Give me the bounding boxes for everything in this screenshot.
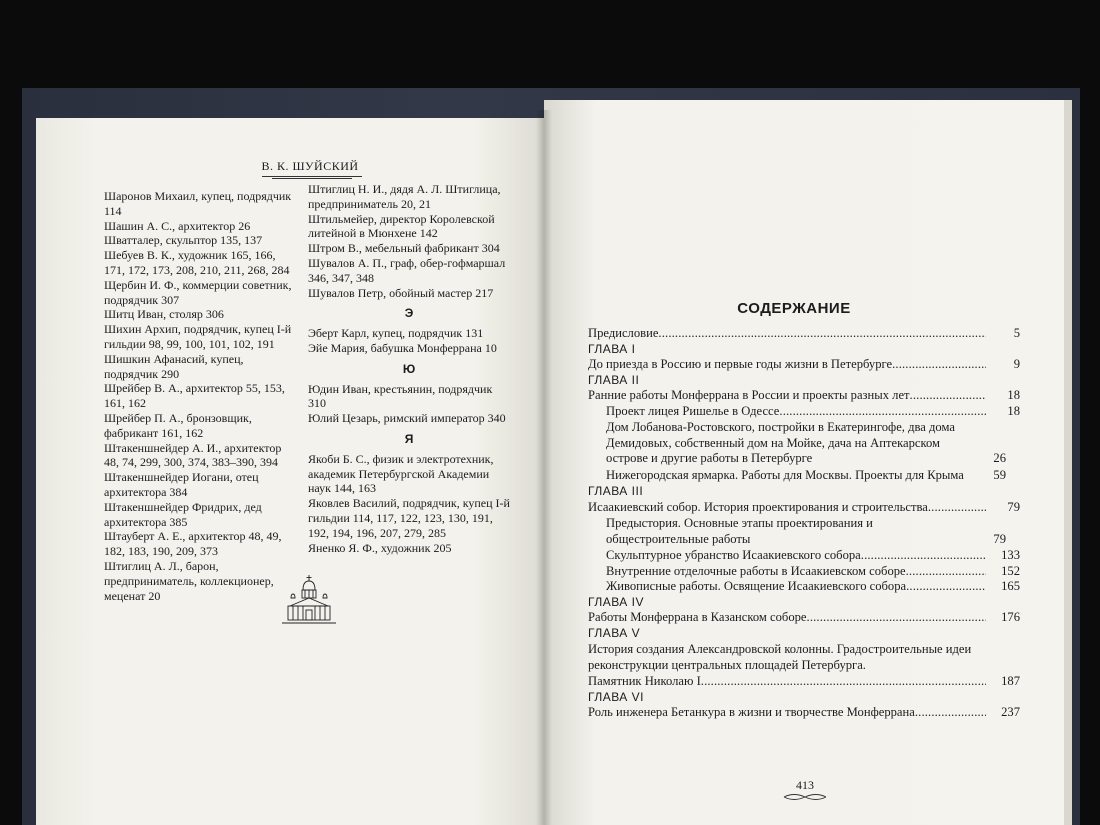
- toc-entry[interactable]: [588, 610, 1020, 626]
- index-entry: Юдин Иван, крестьянин, подрядчик 310: [308, 381, 493, 411]
- toc-entry-title: Предыстория. Основные этапы проектирования и общестроительные работы: [606, 516, 873, 546]
- toc-page-number: 79: [993, 531, 1006, 546]
- toc-leader: [701, 674, 986, 690]
- index-column-b: [308, 182, 510, 555]
- index-letter-heading: Я: [404, 431, 414, 446]
- index-entry: Юлий Цезарь, римский император 340: [308, 411, 506, 426]
- toc-page-number: 133: [1001, 548, 1020, 562]
- toc-entry-title: Роль инженера Бетанкура в жизни и творчестве Монферрана: [588, 705, 915, 719]
- toc-leader: [807, 610, 986, 626]
- toc-page-number: 79: [1007, 499, 1020, 514]
- toc-entry-title: Работы Монферрана в Казанском соборе: [588, 610, 807, 624]
- ornament-icon: [770, 792, 840, 802]
- index-entry: Шувалов А. П., граф, обер-гофмаршал 346, 347, 348: [308, 255, 506, 285]
- toc-leader: [910, 388, 986, 404]
- toc-page-number: 187: [1001, 674, 1020, 688]
- toc-leader: [658, 326, 986, 342]
- toc-page-number: 5: [1013, 326, 1020, 340]
- toc-leader: [915, 705, 986, 721]
- toc-page-number: 18: [1007, 403, 1020, 418]
- index-entry: Штакеншнейдер Фридрих, дед архитектора 385: [104, 499, 262, 529]
- index-entry: Шебуев В. К., художник 165, 166, 171, 172, 173, 208, 210, 211, 268, 284: [104, 248, 290, 277]
- index-entry: Шаронов Михаил, купец, подрядчик 114: [104, 189, 292, 218]
- toc-entry[interactable]: [588, 500, 1020, 516]
- toc-chapter-heading: ГЛАВА IV: [588, 594, 644, 609]
- toc-entry-title[interactable]: История создания Александровской колонны. Градостроительные идеи реконструкции центральных площадей Петербурга.: [588, 642, 972, 672]
- toc-entry-title: Ранние работы Монферрана в России и проекты разных лет: [588, 388, 910, 402]
- index-entry: Эйе Мария, бабушка Монферрана 10: [308, 340, 497, 355]
- cathedral-icon: [280, 574, 338, 626]
- index-entry: Штильмейер, директор Королевской литейной в Мюнхене 142: [308, 211, 495, 241]
- toc-leader: [861, 548, 986, 564]
- toc-entry-title: Памятник Николаю I: [588, 674, 701, 688]
- toc-entry[interactable]: [588, 674, 1020, 690]
- index-entry: Эберт Карл, купец, подрядчик 131: [308, 326, 484, 341]
- toc-page-number: 26: [993, 451, 1006, 465]
- toc-leader: [928, 500, 986, 516]
- toc-page-number: 9: [1013, 357, 1020, 371]
- index-entry: Яковлев Василий, подрядчик, купец I-й гильдии 114, 117, 122, 123, 130, 191, 192, 194, 196, 207, 279, 285: [308, 496, 510, 540]
- toc-page-number: 152: [1001, 563, 1020, 578]
- toc-chapter-heading: ГЛАВА III: [588, 484, 644, 498]
- toc-leader: [906, 579, 986, 595]
- page-number: 413: [796, 778, 814, 792]
- toc-entry-title: Исаакиевский собор. История проектирования и строительства: [588, 499, 928, 514]
- toc-entry-title: Внутренние отделочные работы в Исаакиевском соборе: [606, 563, 906, 578]
- running-head: В. К. ШУЙСКИЙ: [261, 159, 359, 173]
- contents-title: СОДЕРЖАНИЕ: [737, 300, 851, 317]
- toc-chapter-heading: ГЛАВА VI: [588, 689, 644, 704]
- toc-chapter-heading: ГЛАВА I: [588, 341, 636, 356]
- index-entry: Яненко Я. Ф., художник 205: [308, 540, 452, 555]
- toc-leader: [892, 357, 986, 373]
- index-entry: Щербин И. Ф., коммерции советник, подрядчик 307: [104, 277, 292, 307]
- toc-leader: [779, 404, 986, 420]
- toc-page-number: 18: [1007, 388, 1020, 402]
- toc-subentry[interactable]: [588, 404, 1020, 420]
- index-entry: Шувалов Петр, обойный мастер 217: [308, 285, 494, 300]
- toc-entry-title: Нижегородская ярмарка. Работы для Москвы. Проекты для Крыма: [606, 467, 964, 482]
- toc-entry-title: Предисловие: [588, 326, 659, 340]
- toc-entry[interactable]: [588, 388, 1020, 404]
- toc-subentry[interactable]: [588, 579, 1020, 595]
- toc-subentry[interactable]: [588, 468, 1020, 484]
- index-entry: Штауберт А. Е., архитектор 48, 49, 182, 183, 190, 209, 373: [104, 529, 282, 559]
- table-of-contents: [588, 326, 1020, 721]
- toc-leader: [906, 564, 986, 580]
- toc-page-number: 237: [1001, 705, 1020, 719]
- index-column-a: [104, 189, 296, 603]
- toc-subentry[interactable]: [588, 516, 1020, 547]
- toc-subentry[interactable]: [588, 548, 1020, 564]
- toc-entry[interactable]: [588, 705, 1020, 721]
- toc-entry[interactable]: [588, 357, 1020, 373]
- toc-page-number: 176: [1001, 610, 1020, 624]
- index-entry: Шитц Иван, столяр 306: [104, 307, 224, 322]
- index-entry: Шашин А. С., архитектор 26: [104, 218, 251, 233]
- toc-chapter-heading: ГЛАВА V: [588, 625, 641, 640]
- running-head-rule: [262, 176, 362, 177]
- toc-entry-title: Живописные работы. Освящение Исаакиевского собора: [606, 579, 907, 593]
- book-gutter: [536, 110, 552, 825]
- toc-page-number: 165: [1001, 579, 1020, 593]
- toc-entry[interactable]: [588, 326, 1020, 342]
- index-entry: Штиглиц А. Л., барон, предприниматель, коллекционер, меценат 20: [104, 558, 274, 603]
- index-entry: Шваттaлер, скульптор 135, 137: [104, 233, 263, 248]
- index-entry: Штакеншнейдер Иогани, отец архитектора 384: [104, 470, 259, 499]
- index-letter-heading: Э: [404, 306, 414, 321]
- toc-chapter-heading: ГЛАВА II: [588, 372, 640, 387]
- toc-entry-title: Дом Лобанова-Ростовского, постройки в Екатерингофе, два дома Демидовых, собственный дом на Мойке, дача на Аптекарском острове и другие работы в Петербурге: [606, 420, 955, 465]
- index-entry: Штром В., мебельный фабрикант 304: [308, 241, 500, 256]
- index-letter-heading: Ю: [402, 361, 416, 376]
- index-entry: Шихин Архип, подрядчик, купец I-й гильдии 98, 99, 100, 101, 102, 191: [104, 322, 292, 351]
- index-entry: Шрейбер В. А., архитектор 55, 153, 161, 162: [104, 381, 285, 411]
- index-entry: Штакеншнейдер А. И., архитектор 48, 74, 299, 300, 374, 383–390, 394: [104, 440, 282, 470]
- toc-page-number: 59: [993, 467, 1006, 482]
- toc-subentry[interactable]: [588, 564, 1020, 580]
- toc-entry-title: До приезда в Россию и первые годы жизни в Петербурге: [588, 357, 893, 371]
- toc-entry-title: Проект лицея Ришелье в Одессе: [606, 403, 780, 418]
- toc-subentry[interactable]: [588, 420, 1020, 467]
- index-entry: Якоби Б. С., физик и электротехник, академик Петербургской Академии наук 144, 163: [308, 451, 494, 496]
- index-entry: Шрейбер П. А., бронзовщик, фабрикант 161, 162: [104, 410, 252, 440]
- toc-entry-title: Скульптурное убранство Исаакиевского собора: [606, 548, 861, 562]
- index-entry: Шишкин Афанасий, купец, подрядчик 290: [104, 351, 244, 381]
- page-edges: [1064, 100, 1072, 825]
- index-entry: Штиглиц Н. И., дядя А. Л. Штиглица, предприниматель 20, 21: [308, 182, 501, 211]
